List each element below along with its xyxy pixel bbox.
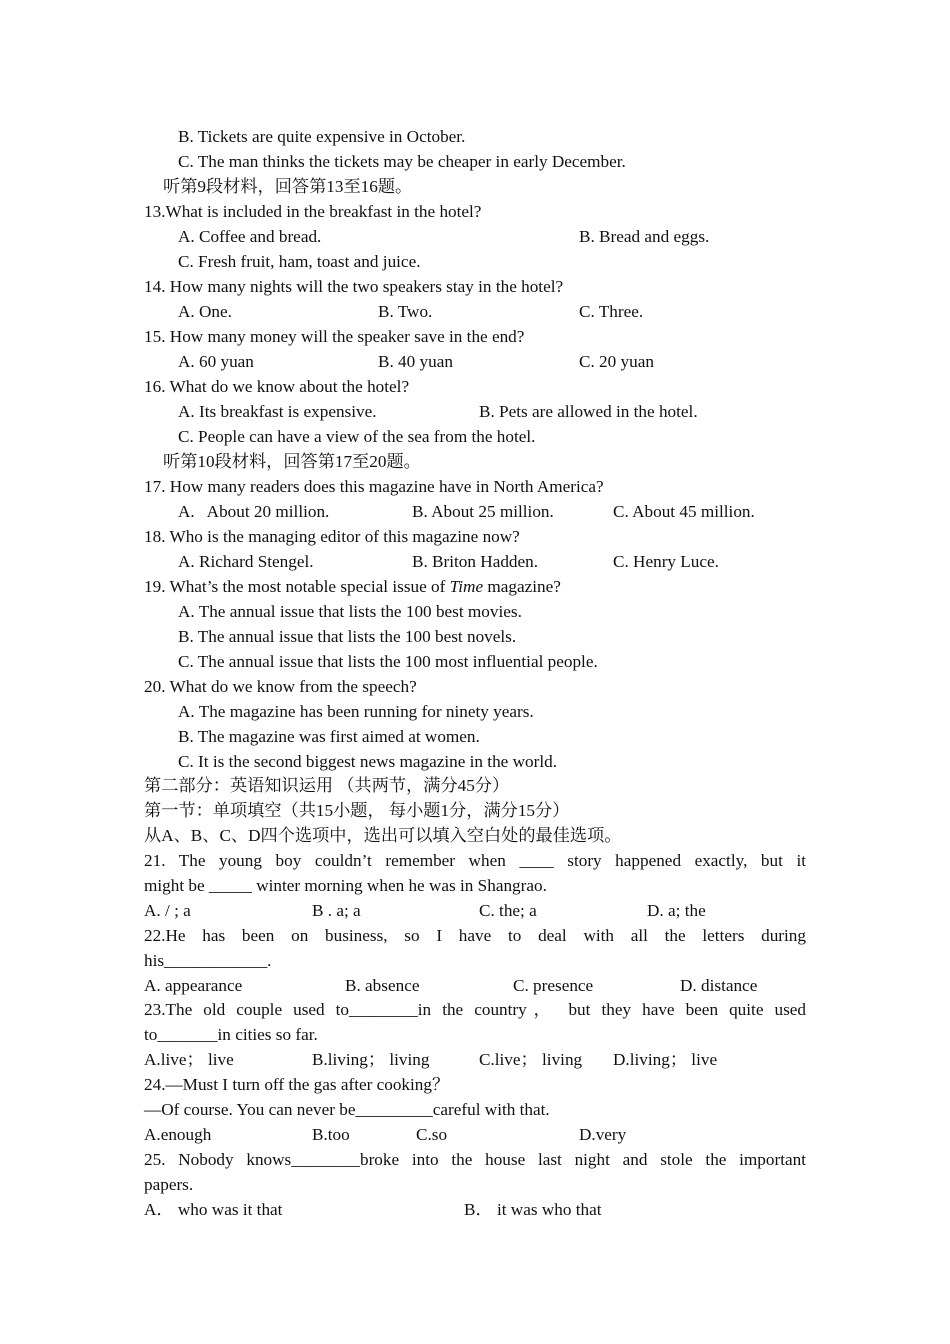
q15-option-a: A. 60 yuan	[178, 352, 254, 371]
q23-options	[144, 1047, 806, 1072]
q15-option-b: B. 40 yuan	[378, 352, 453, 371]
q18-option-a: A. Richard Stengel.	[178, 552, 314, 571]
question-16: 16. What do we know about the hotel?	[144, 377, 410, 396]
q17-option-a: A. About 20 million.	[178, 502, 330, 521]
section-heading-9: 听第9段材料，回答第13至16题。	[163, 177, 413, 196]
q16-option-c: C. People can have a view of the sea from the hotel.	[178, 427, 536, 446]
section-one-heading: 第一节：单项填空（共15小题， 每小题1分，满分15分）	[144, 801, 570, 820]
q21-option-d: D. a; the	[647, 901, 706, 920]
q15-options	[178, 349, 806, 374]
q23-option-b: B.living； living	[312, 1050, 430, 1069]
q19-option-c: C. The annual issue that lists the 100 most influential people.	[178, 652, 598, 671]
question-15: 15. How many money will the speaker save in the end?	[144, 327, 525, 346]
q17-option-c: C. About 45 million.	[613, 502, 755, 521]
q19-option-b: B. The annual issue that lists the 100 best novels.	[178, 627, 517, 646]
q19-option-a: A. The annual issue that lists the 100 best movies.	[178, 602, 522, 621]
question-19	[144, 574, 806, 599]
q24-option-c: C.so	[416, 1125, 448, 1144]
q25-option-a: A． who was it that	[144, 1200, 283, 1219]
part-two-heading: 第二部分：英语知识运用 （共两节，满分45分）	[144, 776, 510, 795]
q25-option-b: B． it was who that	[464, 1200, 602, 1219]
section-heading-10: 听第10段材料，回答第17至20题。	[163, 452, 421, 471]
q13-options-ab	[178, 224, 806, 249]
q18-option-b: B. Briton Hadden.	[412, 552, 539, 571]
q22-options	[144, 973, 806, 998]
q12-option-c: C. The man thinks the tickets may be cheaper in early December.	[178, 152, 626, 171]
q13-option-c: C. Fresh fruit, ham, toast and juice.	[178, 252, 421, 271]
question-13: 13.What is included in the breakfast in the hotel?	[144, 202, 482, 221]
question-14: 14. How many nights will the two speakers stay in the hotel?	[144, 277, 564, 296]
question-24-line2: —Of course. You can never be_________careful with that.	[144, 1100, 550, 1119]
instructions: 从A、B、C、D四个选项中，选出可以填入空白处的最佳选项。	[144, 826, 622, 845]
q16-option-b: B. Pets are allowed in the hotel.	[479, 402, 698, 421]
q19-text-end: magazine?	[483, 577, 561, 596]
q21-option-b: B . a; a	[312, 901, 361, 920]
question-20: 20. What do we know from the speech?	[144, 677, 417, 696]
question-22-line1: 22.He has been on business, so I have to deal with all the letters during	[144, 926, 806, 945]
question-23-line2: to_______in cities so far.	[144, 1025, 318, 1044]
question-22-line2: his____________.	[144, 951, 272, 970]
question-18: 18. Who is the managing editor of this magazine now?	[144, 527, 520, 546]
question-23-line1: 23.The old couple used to________in the country， but they have been quite used	[144, 1000, 806, 1019]
q23-option-d: D.living； live	[613, 1050, 718, 1069]
q24-option-b: B.too	[312, 1125, 350, 1144]
question-21-line2: might be _____ winter morning when he was in Shangrao.	[144, 876, 547, 895]
q14-options	[178, 299, 806, 324]
q14-option-c: C. Three.	[579, 302, 644, 321]
q21-options	[144, 898, 806, 923]
q20-option-c: C. It is the second biggest news magazine in the world.	[178, 752, 557, 771]
q17-options	[178, 499, 806, 524]
q22-option-d: D. distance	[680, 976, 758, 995]
q22-option-c: C. presence	[513, 976, 594, 995]
question-17: 17. How many readers does this magazine have in North America?	[144, 477, 604, 496]
q19-magazine-title: Time	[449, 577, 484, 596]
q22-option-a: A. appearance	[144, 976, 243, 995]
q16-options-ab	[178, 399, 806, 424]
q14-option-b: B. Two.	[378, 302, 433, 321]
q20-option-a: A. The magazine has been running for ninety years.	[178, 702, 534, 721]
q16-option-a: A. Its breakfast is expensive.	[178, 402, 377, 421]
q18-options	[178, 549, 806, 574]
q15-option-c: C. 20 yuan	[579, 352, 654, 371]
q24-option-a: A.enough	[144, 1125, 212, 1144]
q18-option-c: C. Henry Luce.	[613, 552, 719, 571]
q25-options	[144, 1197, 806, 1222]
q24-options	[144, 1122, 806, 1147]
q19-text-start: 19. What’s the most notable special issue of	[144, 577, 450, 596]
question-24-line1: 24.—Must I turn off the gas after cooking？	[144, 1075, 450, 1094]
question-25-line2: papers.	[144, 1175, 194, 1194]
question-25-line1: 25. Nobody knows________broke into the house last night and stole the important	[144, 1150, 806, 1169]
q12-option-b: B. Tickets are quite expensive in October.	[178, 127, 466, 146]
q24-option-d: D.very	[579, 1125, 627, 1144]
question-21-line1: 21. The young boy couldn’t remember when ____ story happened exactly, but it	[144, 851, 806, 870]
q21-option-c: C. the; a	[479, 901, 537, 920]
q23-option-a: A.live； live	[144, 1050, 234, 1069]
q17-option-b: B. About 25 million.	[412, 502, 554, 521]
q22-option-b: B. absence	[345, 976, 420, 995]
q23-option-c: C.live； living	[479, 1050, 583, 1069]
q21-option-a: A. / ; a	[144, 901, 191, 920]
q20-option-b: B. The magazine was first aimed at women.	[178, 727, 480, 746]
q13-option-a: A. Coffee and bread.	[178, 227, 322, 246]
q14-option-a: A. One.	[178, 302, 232, 321]
q13-option-b: B. Bread and eggs.	[579, 227, 710, 246]
